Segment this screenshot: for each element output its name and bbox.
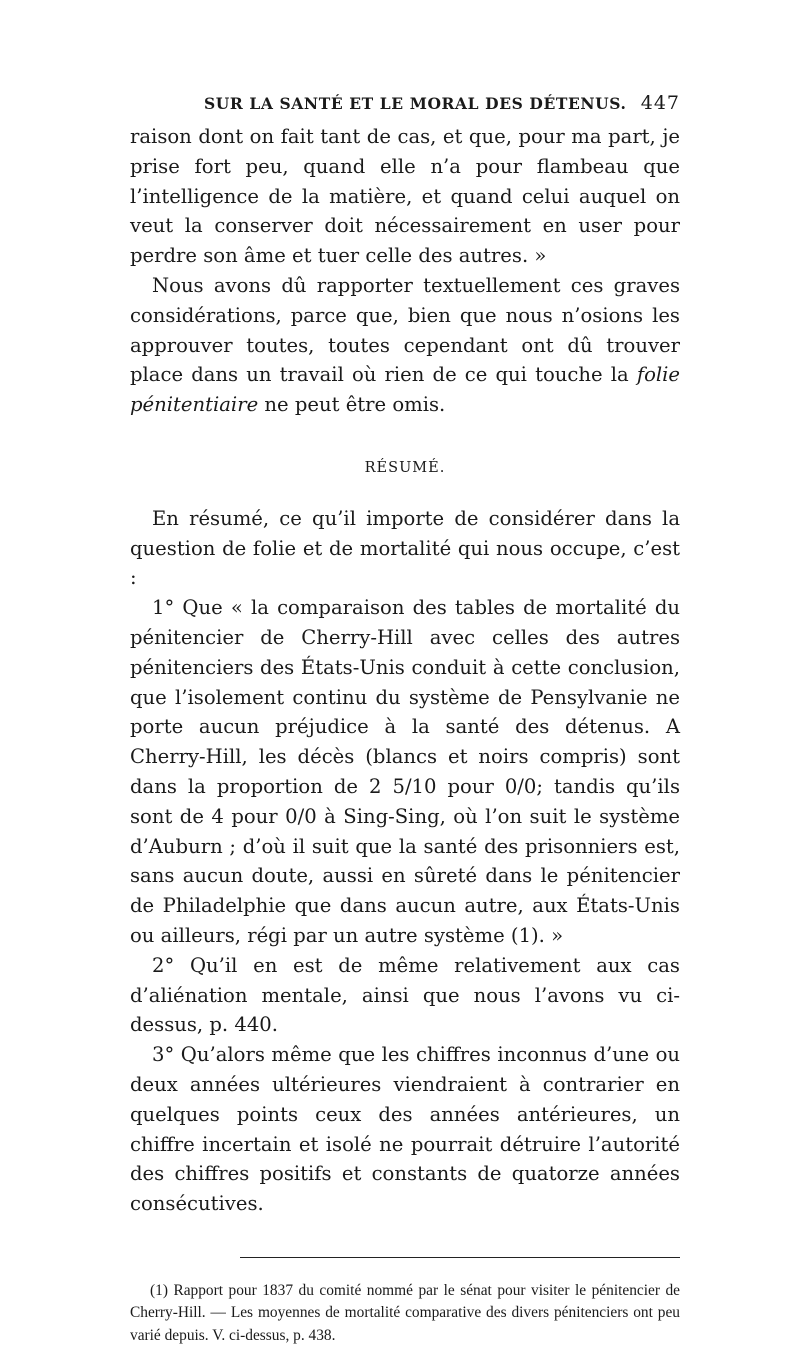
paragraph-considerations — [130, 271, 680, 420]
paragraph-text-end: ne peut être omis. — [258, 393, 446, 417]
paragraph-text: Nous avons dû rapporter textuellement ces graves considérations, parce que, bien que nous n’osions les approuver toutes, toutes cependant ont dû trouver place dans un travail où rien de ce qui touche la — [130, 273, 680, 387]
summary-intro: En résumé, ce qu’il importe de considérer dans la question de folie et de mortalité qui nous occupe, c’est : — [130, 506, 680, 590]
running-head — [130, 92, 680, 122]
paragraph-continuation: raison dont on fait tant de cas, et que, pour ma part, je prise fort peu, quand elle n’a pour flambeau que l’intelligence de la matière, et quand celui auquel on veut la conserver doit nécessairement en user pour perdre son âme et tuer celle des autres. » — [130, 125, 680, 268]
summary-item-2: 2° Qu’il en est de même relativement aux cas d’aliénation mentale, ainsi que nous l’avons vu ci-dessus, p. 440. — [130, 953, 680, 1037]
emphasis-folie-penitentiaire: folie pénitentiaire — [130, 363, 680, 417]
body-text — [130, 122, 680, 1219]
book-page — [130, 92, 680, 1363]
page-number: 447 — [640, 92, 680, 114]
summary-item-1: 1° Que « la comparaison des tables de mortalité du pénitencier de Cherry-Hill avec celles des autres pénitenciers des États-Unis conduit à cette conclusion, que l’isolement continu du système de Pensylvanie ne porte aucun préjudice à la santé des détenus. A Cherry-Hill, les décès (blancs et noirs compris) sont dans la proportion de 2 5/10 pour 0/0; tandis qu’ils sont de 4 pour 0/0 à Sing-Sing, où l’on suit le système d’Auburn ; d’où il suit que la santé des prisonniers est, sans aucun doute, aussi en sûreté dans le pénitencier de Philadelphie que dans aucun autre, aux États-Unis ou ailleurs, régi par un autre système (1). » — [130, 596, 680, 947]
footnote-divider — [240, 1257, 680, 1258]
footnote: (1) Rapport pour 1837 du comité nommé par le sénat pour visiter le pénitencier de Cherry-Hill. — Les moyennes de mortalité comparative des divers pénitenciers ont peu varié depuis. V. ci-dessus, p. 438. — [130, 1281, 680, 1344]
section-heading: RÉSUMÉ. — [364, 459, 446, 476]
summary-item-3: 3° Qu’alors même que les chiffres inconnus d’une ou deux années ultérieures viendraient à contrarier en quelques points ceux des années antérieures, un chiffre incertain et isolé ne pourrait détruire l’autorité des chiffres positifs et constants de quatorze années consécutives. — [130, 1043, 680, 1216]
running-head-title: SUR LA SANTÉ ET LE MORAL DES DÉTENUS. — [204, 94, 627, 113]
